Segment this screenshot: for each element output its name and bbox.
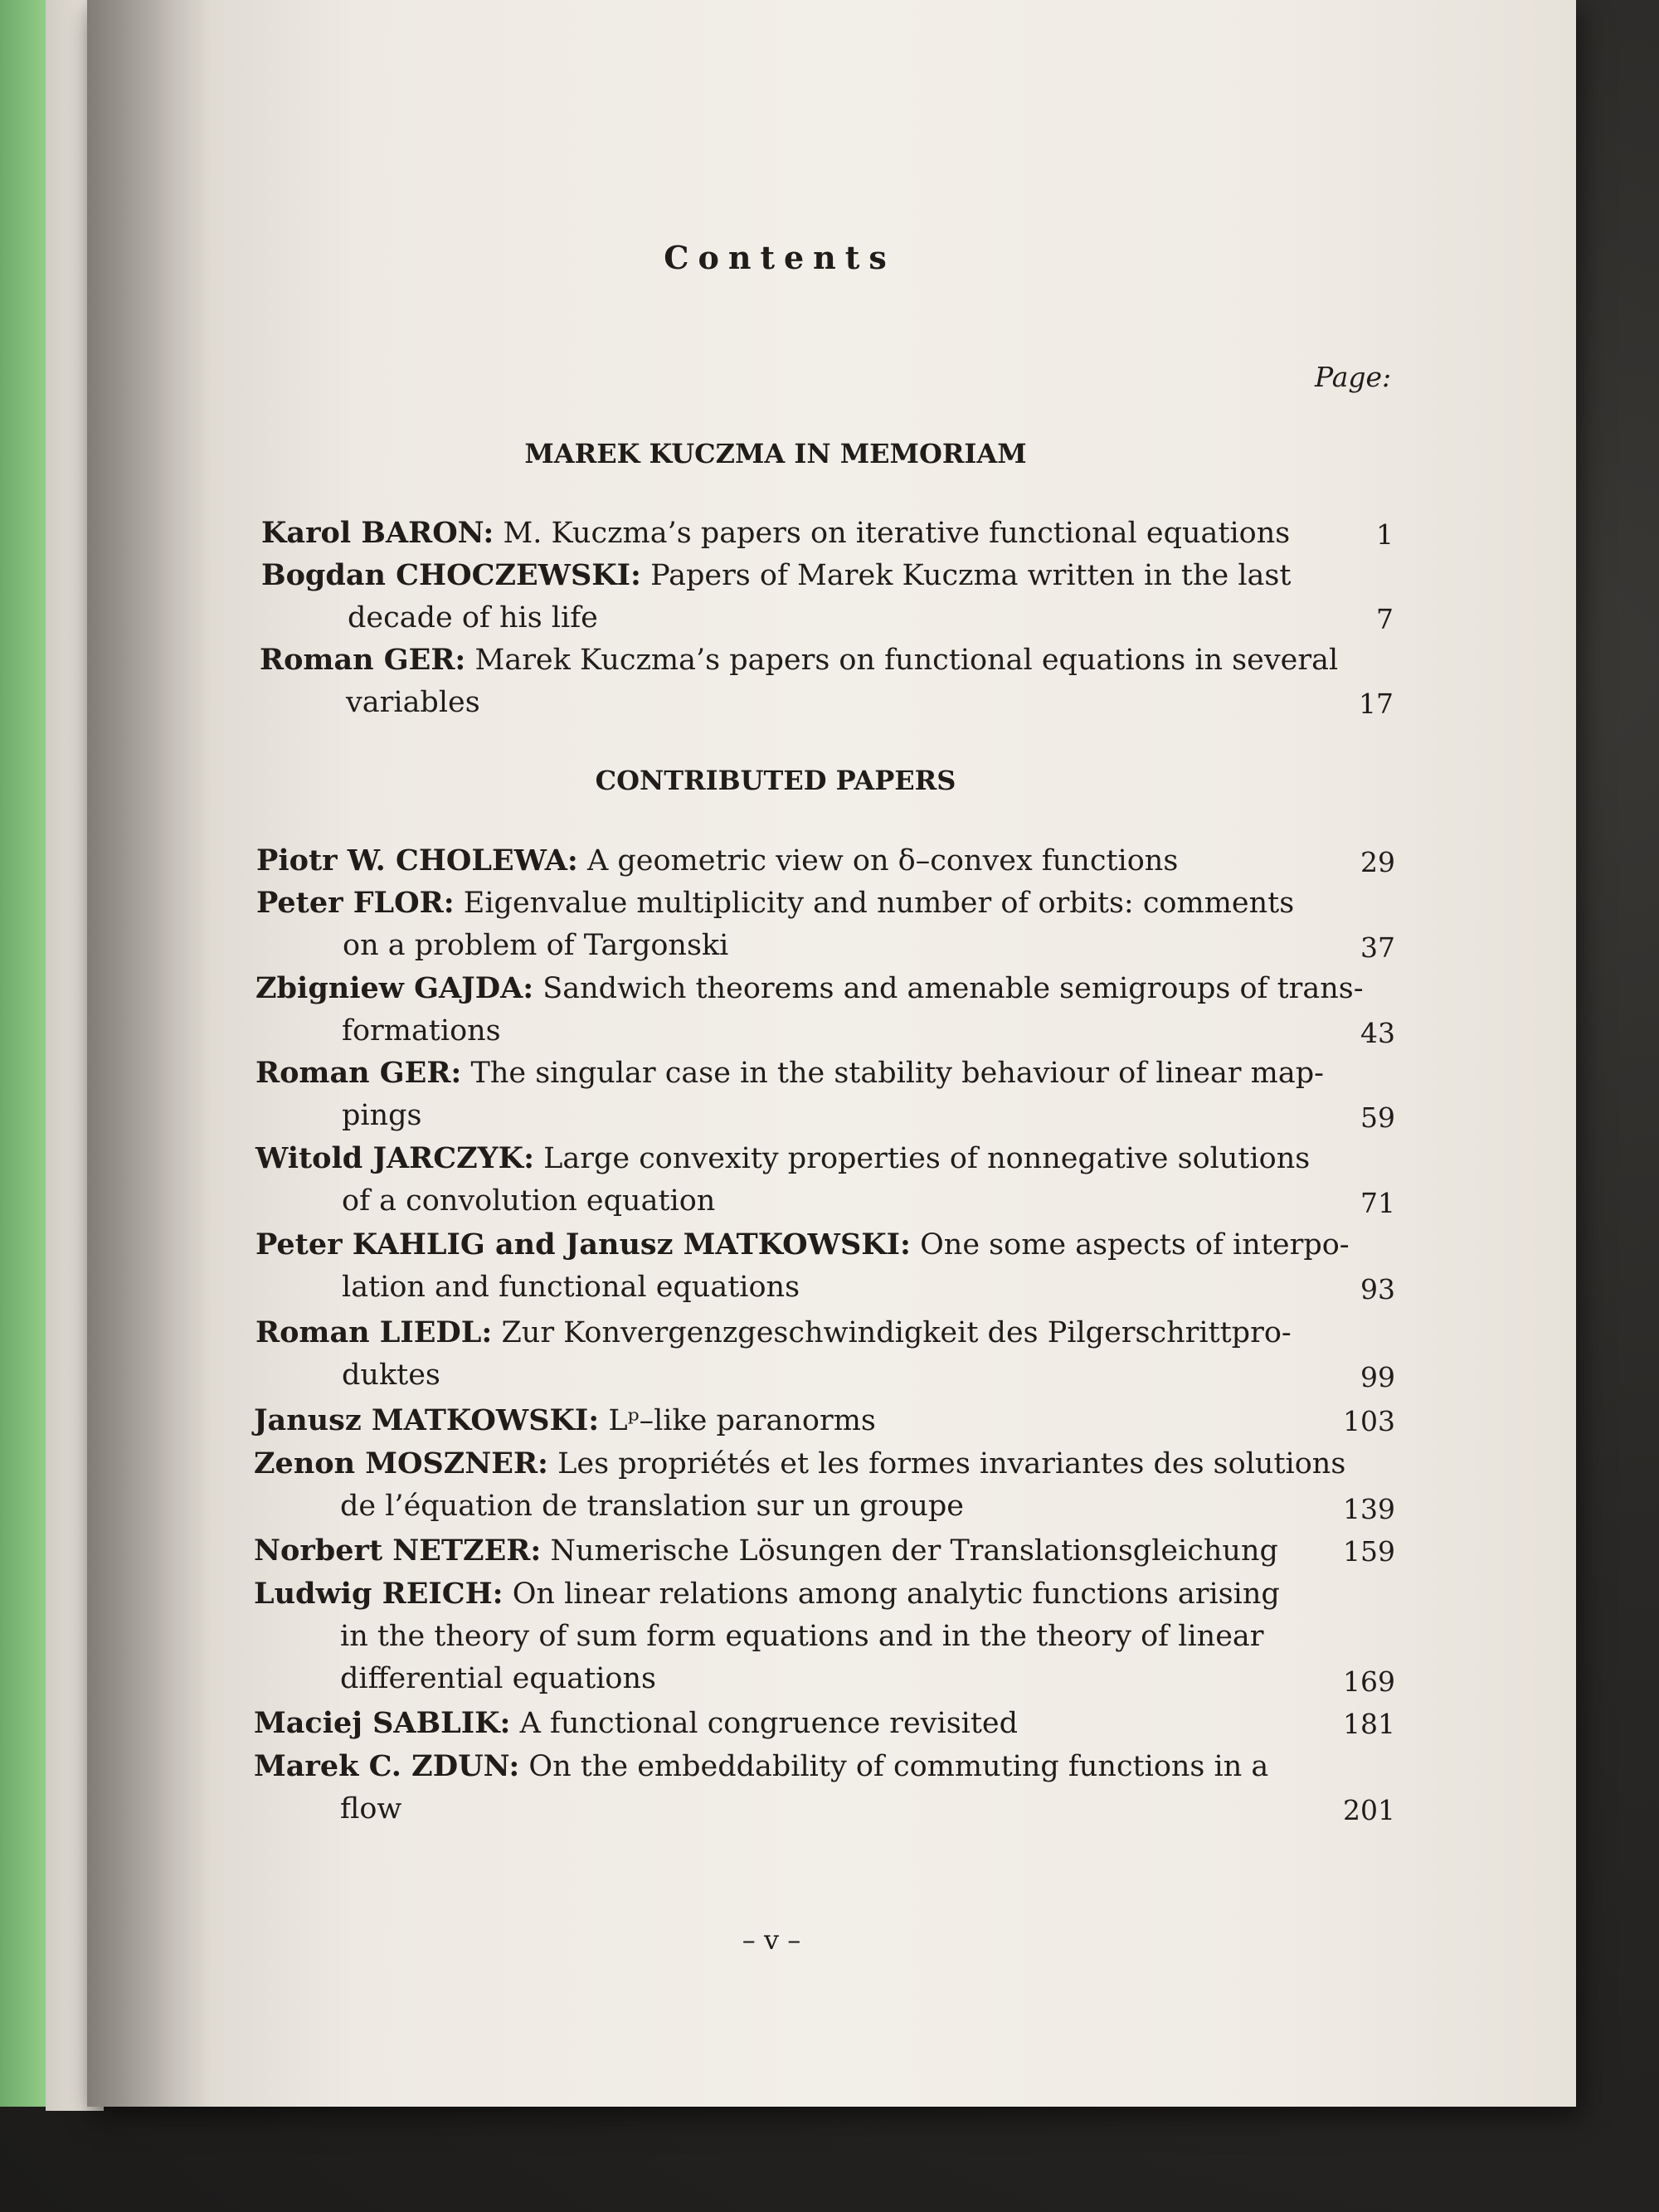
- entry-author: Peter FLOR:: [256, 886, 455, 920]
- entry-author: Norbert NETZER:: [254, 1534, 542, 1568]
- toc-entry: [254, 1529, 1278, 1573]
- entry-author: Karol BARON:: [261, 516, 494, 550]
- toc-entry: [255, 1137, 1310, 1223]
- toc-entry: [255, 1311, 1292, 1397]
- entry-page-number: 201: [1343, 1794, 1395, 1826]
- toc-entry: [256, 882, 1294, 967]
- entry-page-number: 93: [1360, 1273, 1395, 1305]
- entry-author: Ludwig REICH:: [254, 1577, 504, 1611]
- entry-title-continued: formations: [342, 1014, 501, 1048]
- page-column-label: Page:: [1315, 361, 1392, 393]
- entry-page-number: 99: [1360, 1361, 1395, 1393]
- entry-author: Zenon MOSZNER:: [254, 1446, 548, 1480]
- toc-entry: [255, 1223, 1350, 1309]
- page-title: Contents: [664, 239, 896, 276]
- entry-page-number: 17: [1359, 688, 1394, 720]
- entry-title-continued: on a problem of Targonski: [343, 929, 729, 962]
- entry-author: Piotr W. CHOLEWA:: [256, 843, 578, 878]
- entry-title: A geometric view on δ–convex functions: [577, 844, 1179, 878]
- toc-entry: [255, 967, 1364, 1053]
- entry-title: Lᵖ–like paranorms: [599, 1404, 876, 1437]
- entry-title-continued: decade of his life: [348, 601, 598, 634]
- entry-page-number: 59: [1360, 1101, 1395, 1134]
- entry-title: Numerische Lösungen der Translationsgleichung: [541, 1534, 1278, 1568]
- entry-page-number: 7: [1376, 603, 1394, 635]
- entry-title: On linear relations among analytic functions arising: [503, 1578, 1280, 1611]
- entry-page-number: 29: [1360, 846, 1395, 878]
- toc-entry: [261, 554, 1291, 639]
- toc-entry: [260, 639, 1338, 724]
- entry-title-continued: duktes: [342, 1359, 440, 1392]
- toc-entry: [261, 512, 1290, 555]
- entry-author: Witold JARCZYK:: [255, 1141, 534, 1175]
- entry-title: Eigenvalue multiplicity and number of orbits: comments: [454, 887, 1295, 920]
- toc-entry: [256, 839, 1178, 882]
- toc-entry: [254, 1745, 1268, 1830]
- entry-page-number: 139: [1343, 1493, 1395, 1525]
- entry-author: Marek C. ZDUN:: [254, 1749, 520, 1783]
- entry-title: Sandwich theorems and amenable semigroups of trans-: [533, 972, 1364, 1005]
- entry-author: Roman GER:: [255, 1056, 462, 1090]
- entry-author: Maciej SABLIK:: [254, 1706, 511, 1740]
- entry-title-continued: of a convolution equation: [342, 1184, 716, 1218]
- entry-title-continued: pings: [342, 1099, 422, 1132]
- entry-page-number: 71: [1360, 1187, 1395, 1219]
- entry-page-number: 1: [1376, 518, 1394, 551]
- entry-page-number: 43: [1360, 1017, 1395, 1049]
- entry-author: Bogdan CHOCZEWSKI:: [261, 558, 641, 592]
- entry-title-continued: in the theory of sum form equations and in the theory of linear: [340, 1620, 1264, 1653]
- entry-page-number: 169: [1343, 1665, 1395, 1698]
- entry-page-number: 159: [1343, 1535, 1395, 1568]
- toc-entry: [254, 1702, 1018, 1745]
- page-folio: – v –: [742, 1924, 801, 1956]
- entry-title-continued: flow: [340, 1792, 402, 1826]
- toc-entry: [254, 1399, 876, 1442]
- entry-title-continued: variables: [346, 686, 480, 719]
- entry-title-continued: differential equations: [340, 1662, 656, 1695]
- entry-title: One some aspects of interpo-: [910, 1228, 1350, 1262]
- entry-page-number: 37: [1360, 931, 1395, 964]
- entry-title: Les propriétés et les formes invariantes des solutions: [547, 1447, 1346, 1480]
- entry-title-continued: lation and functional equations: [342, 1271, 800, 1304]
- entry-author: Roman LIEDL:: [255, 1315, 493, 1349]
- entry-author: Janusz MATKOWSKI:: [254, 1403, 600, 1437]
- entry-title: On the embeddability of commuting functions in a: [519, 1750, 1269, 1783]
- toc-entry: [254, 1442, 1345, 1528]
- entry-title: Zur Konvergenzgeschwindigkeit des Pilgerschrittpro-: [492, 1316, 1292, 1349]
- entry-title: A functional congruence revisited: [510, 1707, 1019, 1740]
- entry-author: Roman GER:: [260, 643, 466, 677]
- entry-page-number: 103: [1343, 1405, 1395, 1437]
- entry-title: Large convexity properties of nonnegative solutions: [534, 1142, 1311, 1175]
- entry-title: Marek Kuczma’s papers on functional equations in several: [465, 644, 1339, 677]
- entry-author: Peter KAHLIG and Janusz MATKOWSKI:: [255, 1228, 911, 1262]
- entry-title-continued: de l’équation de translation sur un groupe: [340, 1490, 964, 1523]
- toc-entry: [254, 1573, 1280, 1700]
- entry-title: M. Kuczma’s papers on iterative functional equations: [494, 517, 1291, 550]
- entry-page-number: 181: [1343, 1708, 1395, 1740]
- toc-entry: [255, 1052, 1324, 1137]
- entry-title: Papers of Marek Kuczma written in the last: [640, 559, 1292, 592]
- section-heading-memoriam: MAREK KUCZMA IN MEMORIAM: [524, 438, 1027, 469]
- entry-title: The singular case in the stability behaviour of linear map-: [461, 1057, 1324, 1090]
- entry-author: Zbigniew GAJDA:: [255, 971, 534, 1005]
- section-heading-contributed: CONTRIBUTED PAPERS: [595, 765, 956, 796]
